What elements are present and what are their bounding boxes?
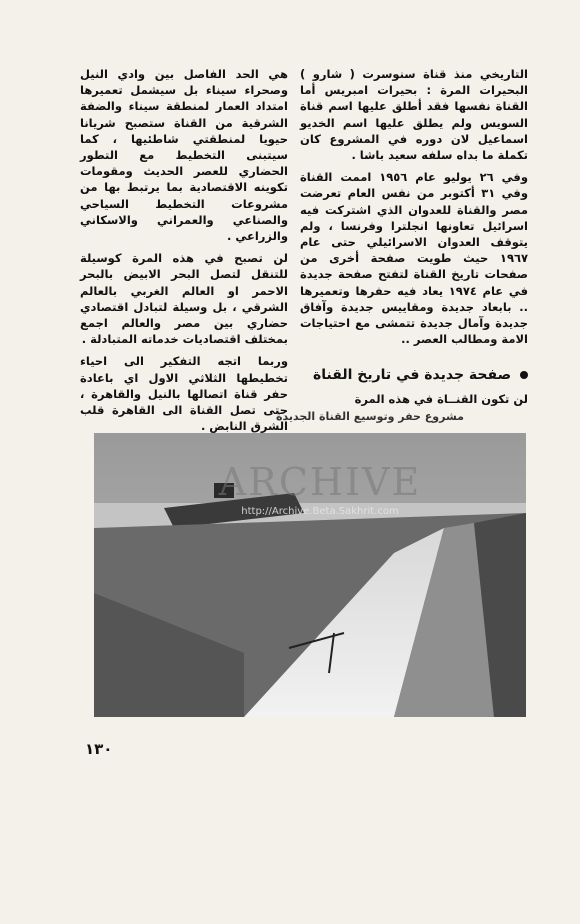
bullet-icon (520, 371, 528, 379)
right-paragraph-1: التاريخي منذ قناة سنوسرت ( شارو ) البحيرات المرة : بحيرات امبريس أما القناة نفسها فقد أطلق عليها اسم قناة السويس ولم يطلق عليها اسم الخديو اسماعيل لان دوره في المشروع كان تكملة ما بداه سلفه سعيد باشا . (300, 67, 528, 163)
right-paragraph-2: وفي ٢٦ يوليو عام ١٩٥٦ اممت القناة وفي ٣١ أكتوبر من نفس العام تعرضت مصر والقناة للعدوان الذي اشتركت فيه اسرائيل تعاونها انجلترا وفرنسا ، ولم يتوقف العدوان الاسرائيلي حتى عام ١٩٦٧ حيث طويت صفحة أخرى من صفحات تاريخ القناة لتفتح صفحة جديدة في عام ١٩٧٤ يعاد فيه حفرها وتعميرها .. بابعاد جديدة ومقاييس جديدة وآفاق جديدة وآمال جديدة تتمشى مع احتياجات الامة ومطالب العصر .. (300, 170, 528, 347)
left-paragraph-1: هي الحد الفاصل بين وادي النيل وصحراء سيناء بل سيشمل تعميرها امتداد العمار لمنطقة سيناء والضفة الشرقية من القناة ستصبح شريانا حيويا لمنطقتي شاطئيها ، كما سيتبنى التخطيط مع التطور الحضاري للعصر الحديث ومقومات تكوينه الاقتصادية بما يرتبط بها من مشروعات التخطيط السياحي والصناعي والعمراني والاسكاني والزراعي . (80, 67, 288, 244)
right-text-column (300, 66, 528, 353)
page-number: ١٣٠ (85, 740, 113, 758)
intro-line: لن تكون القنــاة في هذه المرة (354, 392, 528, 406)
left-paragraph-2: لن تصبح في هذه المرة كوسيلة للتنقل لتصل البحر الابيض بالبحر الاحمر او العالم الغربي بالعالم الشرقي ، بل وسيلة لتبادل اقتصادي حضاري بين مصر والعالم اجمع بمختلف اقتصاديات خدماته المتبادلة . (80, 251, 288, 347)
left-text-column (80, 66, 288, 440)
archive-watermark-url: http://Archive.Beta.Sakhrit.com (241, 506, 399, 517)
photo-caption: مشروع حفر وتوسيع القناة الجديدة (276, 410, 464, 423)
archive-watermark: ARCHIVE (218, 460, 422, 504)
subheading-text: صفحة جديدة في تاريخ القناة (313, 367, 512, 383)
left-paragraph-3: وربما اتجه التفكير الى احياء تخطيطها الثلاثي الاول اي باعادة حفر قناة اتصالها بالنيل والقاهرة ، حتى تصل القناة الى القاهرة قلب الشرق النابض . (80, 354, 288, 434)
section-subheading (300, 367, 528, 383)
